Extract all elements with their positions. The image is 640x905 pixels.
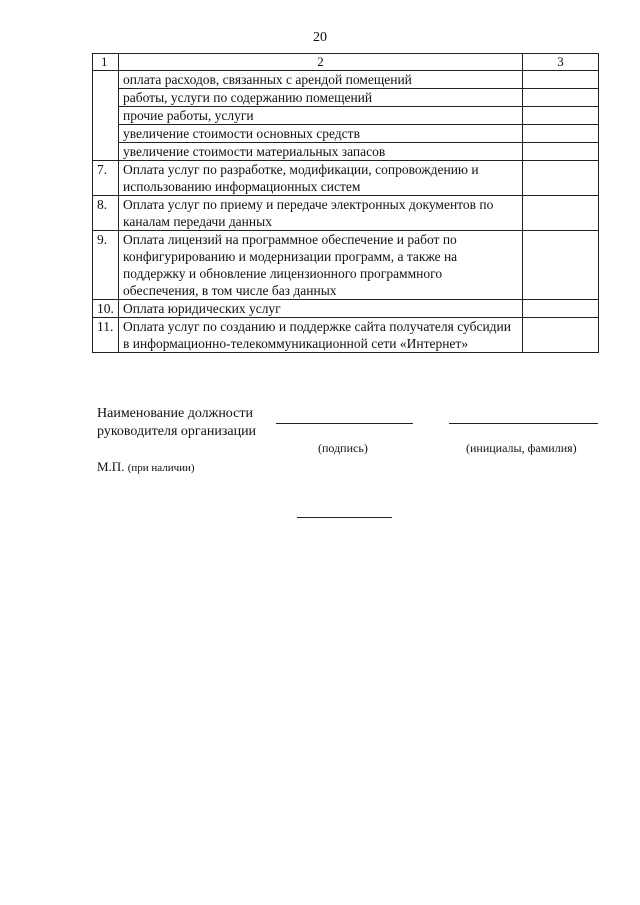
- table-row: [93, 143, 599, 161]
- seal-label: М.П.: [97, 459, 125, 474]
- column-header-2: 2: [119, 54, 523, 71]
- row-description: Оплата юридических услуг: [119, 300, 523, 318]
- table-row: [93, 107, 599, 125]
- table-row: [93, 161, 599, 196]
- table-row: [93, 196, 599, 231]
- subrow-description: увеличение стоимости основных средств: [119, 125, 523, 143]
- row-description: Оплата услуг по созданию и поддержке сайта получателя субсидии в информационно-телекоммуникационной сети «Интернет»: [119, 318, 523, 353]
- row-description: Оплата услуг по разработке, модификации, сопровождению и использованию информационных систем: [119, 161, 523, 196]
- table-row: [93, 71, 599, 89]
- column-header-3: 3: [523, 54, 599, 71]
- position-title-line-1: Наименование должности: [97, 406, 253, 421]
- end-divider: [297, 517, 392, 518]
- value-cell: [523, 300, 599, 318]
- subrow-description: работы, услуги по содержанию помещений: [119, 89, 523, 107]
- value-cell: [523, 318, 599, 353]
- table-header-row: [93, 54, 599, 71]
- row-number: 7.: [93, 161, 119, 196]
- name-line: [449, 423, 598, 424]
- table-row: [93, 300, 599, 318]
- value-cell: [523, 89, 599, 107]
- value-cell: [523, 125, 599, 143]
- row-number: 9.: [93, 231, 119, 300]
- expense-table: [92, 53, 599, 353]
- row-number-cell: [93, 71, 119, 161]
- signature-line: [276, 423, 413, 424]
- value-cell: [523, 161, 599, 196]
- name-caption: (инициалы, фамилия): [466, 441, 577, 455]
- seal-note: [97, 459, 195, 475]
- row-number: 10.: [93, 300, 119, 318]
- seal-condition: (при наличии): [127, 462, 195, 474]
- subrow-description: увеличение стоимости материальных запасов: [119, 143, 523, 161]
- value-cell: [523, 71, 599, 89]
- column-header-1: 1: [93, 54, 119, 71]
- row-description: Оплата услуг по приему и передаче электронных документов по каналам передачи данных: [119, 196, 523, 231]
- value-cell: [523, 196, 599, 231]
- table-row: [93, 318, 599, 353]
- position-title-line-2: руководителя организации: [97, 424, 257, 439]
- row-number: 8.: [93, 196, 119, 231]
- table-row: [93, 231, 599, 300]
- page-number: 20: [313, 30, 327, 45]
- row-description: Оплата лицензий на программное обеспечение и работ по конфигурированию и модернизации программ, а также на поддержку и обновление лицензионного программного обеспечения, в том числе баз данных: [119, 231, 523, 300]
- position-title: [97, 405, 256, 441]
- value-cell: [523, 143, 599, 161]
- signature-caption: (подпись): [318, 441, 368, 455]
- table-row: [93, 89, 599, 107]
- subrow-description: оплата расходов, связанных с арендой помещений: [119, 71, 523, 89]
- table-row: [93, 125, 599, 143]
- subrow-description: прочие работы, услуги: [119, 107, 523, 125]
- value-cell: [523, 107, 599, 125]
- row-number: 11.: [93, 318, 119, 353]
- value-cell: [523, 231, 599, 300]
